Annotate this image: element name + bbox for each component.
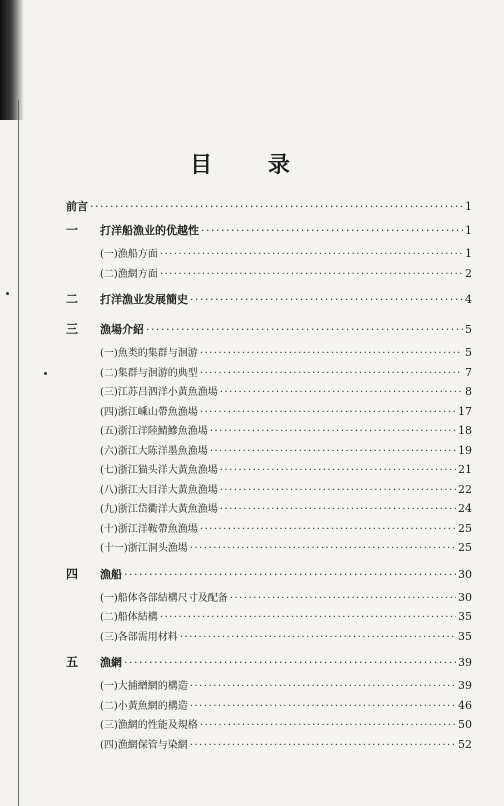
toc-subentry (66, 520, 472, 540)
binding-edge-line (18, 100, 19, 806)
toc-entry-label: (二)漁網方面 (100, 268, 158, 280)
toc-chapter (66, 221, 472, 245)
toc-entry-label: 漁網 (100, 656, 122, 669)
toc-entry-label: (十)浙江洋鞍帶魚漁場 (100, 523, 198, 535)
toc-page-number: 30 (458, 567, 472, 581)
toc-page-number: 22 (458, 482, 472, 496)
toc-page-number: 52 (458, 737, 472, 751)
dot-leader (190, 293, 463, 306)
toc-page-number: 39 (458, 679, 472, 692)
dot-leader (230, 593, 456, 604)
chapter-number: 二 (66, 292, 79, 306)
toc-entry-label: (一)船体各部結構尺寸及配备 (100, 592, 228, 604)
toc-subentry (66, 500, 472, 520)
toc-entry-label: (一)魚类的集群与洄游 (100, 348, 198, 359)
toc-entry-label: (一)漁船方面 (100, 249, 158, 260)
dot-leader (200, 348, 463, 359)
toc-entry-label: (四)漁網保管与染網 (100, 739, 188, 751)
dot-leader (190, 543, 456, 554)
toc-page-number: 5 (465, 323, 472, 336)
dot-leader (190, 701, 456, 712)
toc-subentry (66, 608, 472, 628)
toc-entry-label: (二)集群与洄游的典型 (100, 367, 198, 379)
toc-page-number: 2 (465, 266, 472, 280)
toc-page-number: 46 (458, 698, 472, 712)
dot-leader (220, 485, 456, 496)
toc-subentry (66, 403, 472, 423)
dot-leader (90, 200, 463, 213)
toc-entry-label: 前言 (66, 200, 88, 213)
toc-entry-label: (二)小黃魚網的構造 (100, 700, 188, 712)
toc-entry-label: (二)船体結構 (100, 612, 158, 623)
toc-page-number: 19 (458, 443, 472, 457)
toc-entry-label: (三)漁網的性能及規格 (100, 720, 198, 731)
toc-front-entry (66, 198, 472, 221)
toc-subentry (66, 697, 472, 717)
chapter-number: 五 (66, 655, 79, 669)
print-speck (6, 292, 9, 295)
toc-entry-label: (三)各部需用材料 (100, 631, 178, 643)
toc-page-number: 1 (465, 224, 472, 237)
toc-entry-label: (四)浙江嵊山帶魚漁場 (100, 406, 198, 418)
dot-leader (220, 504, 456, 515)
toc-page-number: 39 (458, 656, 472, 669)
toc-subentry (66, 245, 472, 265)
toc-entry-label: 打洋船漁业的优越性 (100, 224, 199, 237)
dot-leader (124, 568, 456, 581)
dot-leader (200, 720, 456, 731)
dot-leader (201, 224, 463, 237)
dot-leader (210, 446, 456, 457)
toc-entry-label: 漁場介紹 (100, 323, 144, 336)
toc-page-number: 18 (458, 424, 472, 437)
toc-chapter (66, 653, 472, 677)
toc-subentry (66, 265, 472, 285)
toc-chapter (66, 565, 472, 589)
chapter-number: 一 (66, 223, 79, 237)
toc-entry-label: (七)浙江猫头洋大黃魚漁場 (100, 465, 218, 476)
toc-chapter (66, 320, 472, 344)
table-of-contents (66, 198, 472, 755)
toc-page-number: 30 (458, 590, 472, 604)
dot-leader (160, 249, 463, 260)
dot-leader (200, 407, 456, 418)
toc-page-number: 25 (458, 521, 472, 535)
toc-subentry (66, 461, 472, 481)
toc-subentry (66, 422, 472, 442)
toc-subentry (66, 364, 472, 384)
print-speck (44, 372, 47, 375)
toc-page-number: 50 (458, 718, 472, 731)
toc-entry-label: (十一)浙江洞头漁場 (100, 543, 188, 554)
toc-entry-label: (九)浙江岱衢洋大黃魚漁場 (100, 504, 218, 515)
toc-page-number: 8 (465, 385, 472, 398)
dot-leader (180, 632, 456, 643)
toc-subentry (66, 383, 472, 403)
toc-page-number: 24 (458, 502, 472, 515)
dot-leader (210, 426, 456, 437)
toc-subentry (66, 628, 472, 648)
dot-leader (200, 368, 463, 379)
toc-subentry (66, 481, 472, 501)
toc-chapter (66, 290, 472, 314)
toc-page-number: 1 (465, 247, 472, 260)
toc-subentry (66, 442, 472, 462)
toc-entry-label: (一)大捕繒網的構造 (100, 681, 188, 692)
binding-shadow (0, 0, 24, 120)
toc-subentry (66, 716, 472, 736)
dot-leader (160, 612, 456, 623)
page-title: 目 录 (190, 152, 314, 178)
dot-leader (220, 465, 456, 476)
toc-page-number: 35 (458, 629, 472, 643)
toc-page-number: 1 (465, 200, 472, 213)
dot-leader (160, 269, 463, 280)
toc-entry-label: 打洋漁业发展簡史 (100, 293, 188, 306)
dot-leader (190, 740, 456, 751)
toc-page-number: 21 (458, 463, 472, 476)
toc-entry-label: 漁船 (100, 567, 122, 581)
toc-subentry (66, 539, 472, 559)
toc-entry-label: (五)浙江洋陸鯖鰺魚漁場 (100, 426, 208, 437)
toc-page-number: 7 (465, 365, 472, 379)
toc-page-number: 35 (458, 610, 472, 623)
dot-leader (200, 524, 456, 535)
toc-entry-label: (八)浙江大目洋大黃魚漁場 (100, 484, 218, 496)
chapter-number: 四 (66, 566, 79, 581)
dot-leader (190, 681, 456, 692)
toc-page-number: 5 (465, 346, 472, 359)
toc-entry-label: (六)浙江大陈洋墨魚漁場 (100, 445, 208, 457)
toc-subentry (66, 589, 472, 609)
toc-page-number: 25 (458, 541, 472, 554)
toc-subentry (66, 344, 472, 364)
dot-leader (146, 323, 463, 336)
toc-page-number: 17 (458, 404, 472, 418)
toc-subentry (66, 677, 472, 697)
toc-page-number: 4 (465, 293, 472, 306)
toc-subentry (66, 736, 472, 756)
toc-entry-label: (三)江苏吕泗洋小黃魚漁場 (100, 387, 218, 398)
chapter-number: 三 (66, 322, 79, 336)
dot-leader (220, 387, 463, 398)
dot-leader (124, 656, 456, 669)
